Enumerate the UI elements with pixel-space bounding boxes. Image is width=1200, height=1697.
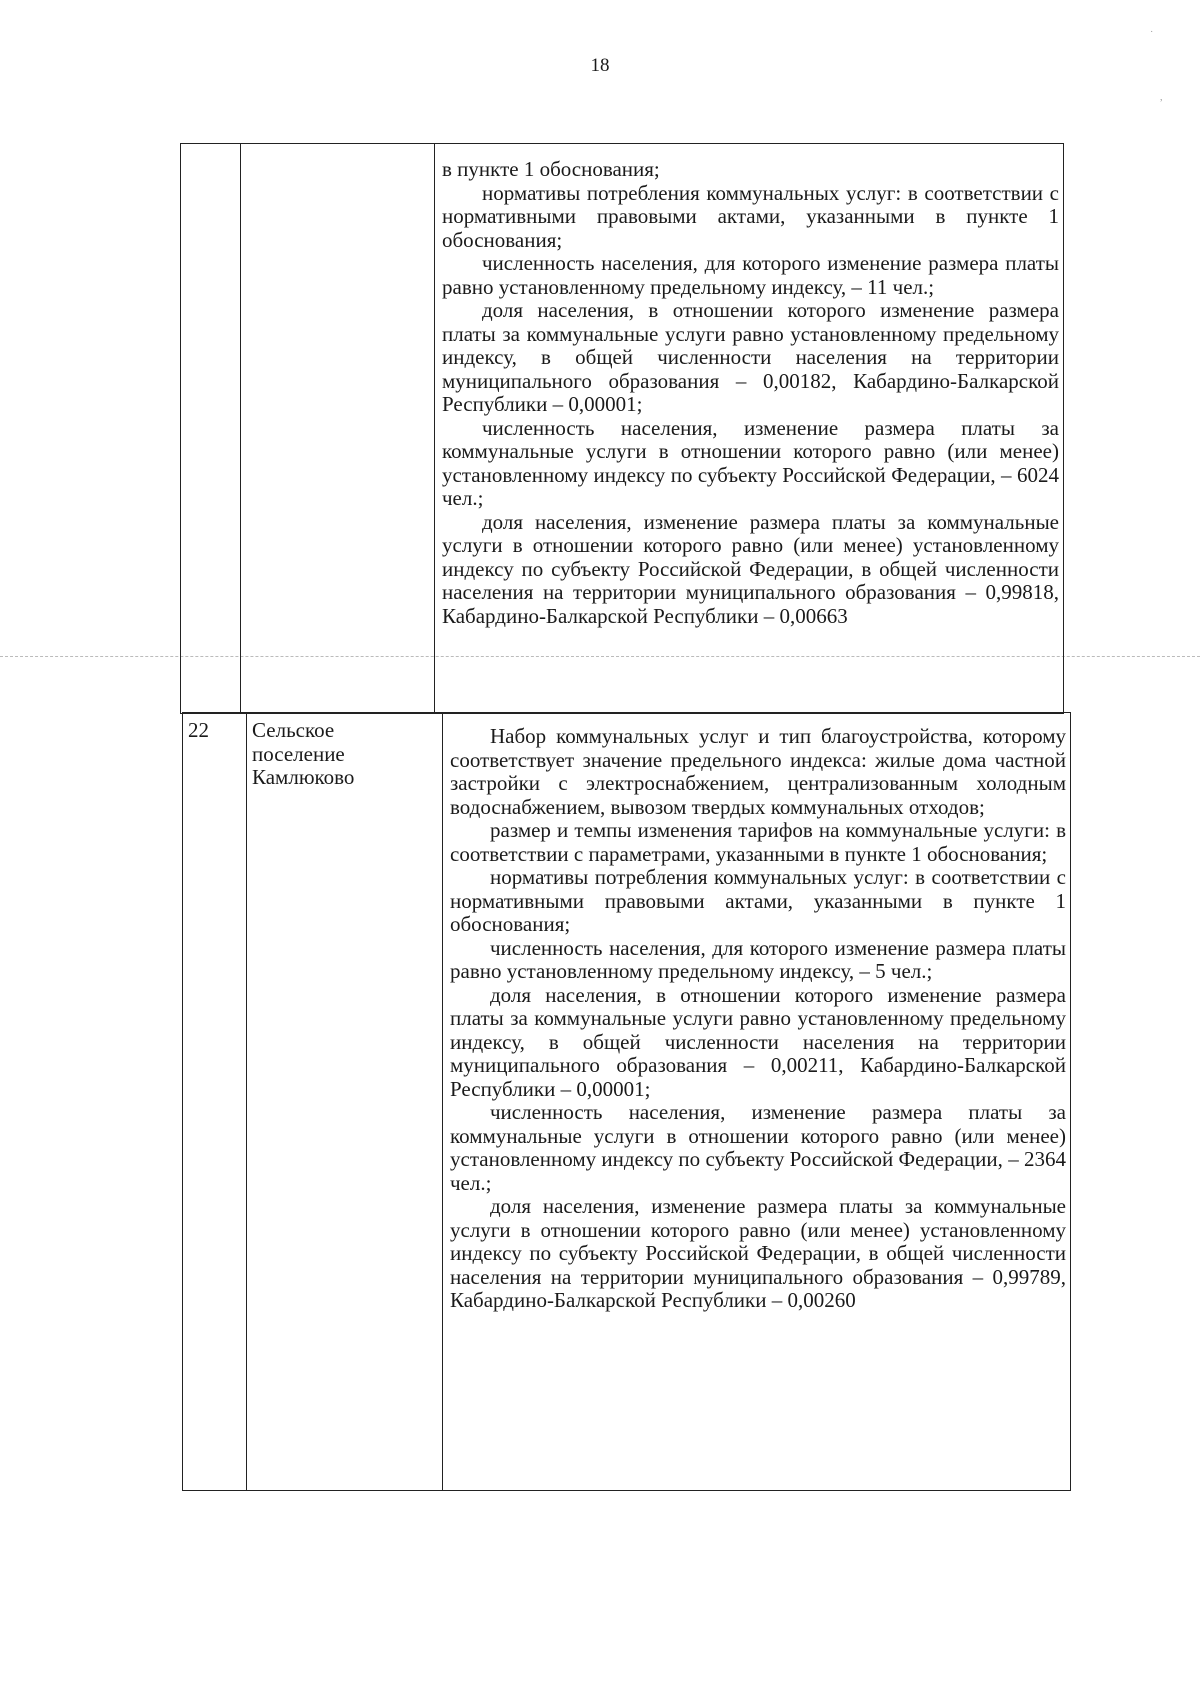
paragraph: нормативы потребления коммунальных услуг: в соответствии с нормативными правовыми актами, указанными в пункте 1 обоснования; [442,180,1059,252]
paragraph: численность населения, для которого изменение размера платы равно установленному предельному индексу, – 11 чел.; [442,251,1059,299]
description-cell [435,144,1064,714]
table-continuation [180,143,1064,714]
row-number-cell: 22 [183,713,247,1491]
paragraph: доля населения, в отношении которого изменение размера платы за коммунальные услуги равно установленному предельному индексу, в общей численности населения на территории муниципального образования – 0,00211, Кабардино-Балкарской Республики – 0,00001; [450,982,1066,1101]
paragraph: доля населения, изменение размера платы за коммунальные услуги в отношении которого равно (или менее) установленному индексу по субъекту Российской Федерации, в общей численности населения на территории муниципального образования – 0,99818, Кабардино-Балкарской Республики – 0,00663 [442,509,1059,628]
table-row-22 [182,712,1071,1491]
municipality-name-line: Сельское [252,718,335,742]
paragraph: численность населения, для которого изменение размера платы равно установленному предельному индексу, – 5 чел.; [450,935,1066,983]
row-number-cell [181,144,241,714]
municipality-name-cell [247,713,443,1491]
paragraph: численность населения, изменение размера платы за коммунальные услуги в отношении которого равно (или менее) установленному индексу по субъекту Российской Федерации, – 6024 чел.; [442,415,1059,510]
scan-speck: , [1160,92,1163,103]
municipality-name-line: поселение [252,741,345,766]
table-row [181,144,1064,714]
paragraph: численность населения, изменение размера платы за коммунальные услуги в отношении которого равно (или менее) установленному индексу по субъекту Российской Федерации, – 2364 чел.; [450,1100,1066,1195]
table-row [183,713,1071,1491]
paragraph: доля населения, изменение размера платы за коммунальные услуги в отношении которого равно (или менее) установленному индексу по субъекту Российской Федерации, в общей численности населения на территории муниципального образования – 0,99789, Кабардино-Балкарской Республики – 0,00260 [450,1194,1066,1312]
description-cell [443,713,1071,1491]
page-number: 18 [590,55,610,76]
paragraph: в пункте 1 обоснования; [442,157,660,181]
municipality-name-cell [241,144,435,714]
paragraph: доля населения, в отношении которого изменение размера платы за коммунальные услуги равно установленному предельному индексу, в общей численности населения на территории муниципального образования – 0,00182, Кабардино-Балкарской Республики – 0,00001; [442,298,1059,416]
paragraph: Набор коммунальных услуг и тип благоустройства, которому соответствует значение предельного индекса: жилые дома частной застройки с электроснабжением, централизованным холодным водоснабжением, вывозом твердых коммунальных отходов; [450,724,1066,819]
paragraph: размер и темпы изменения тарифов на коммунальные услуги: в соответствии с параметрами, указанными в пункте 1 обоснования; [450,818,1066,866]
paragraph: нормативы потребления коммунальных услуг: в соответствии с нормативными правовыми актами, указанными в пункте 1 обоснования; [450,865,1066,936]
scan-speck: ˙ [1150,30,1154,41]
municipality-name-line: Камлюково [252,765,355,789]
